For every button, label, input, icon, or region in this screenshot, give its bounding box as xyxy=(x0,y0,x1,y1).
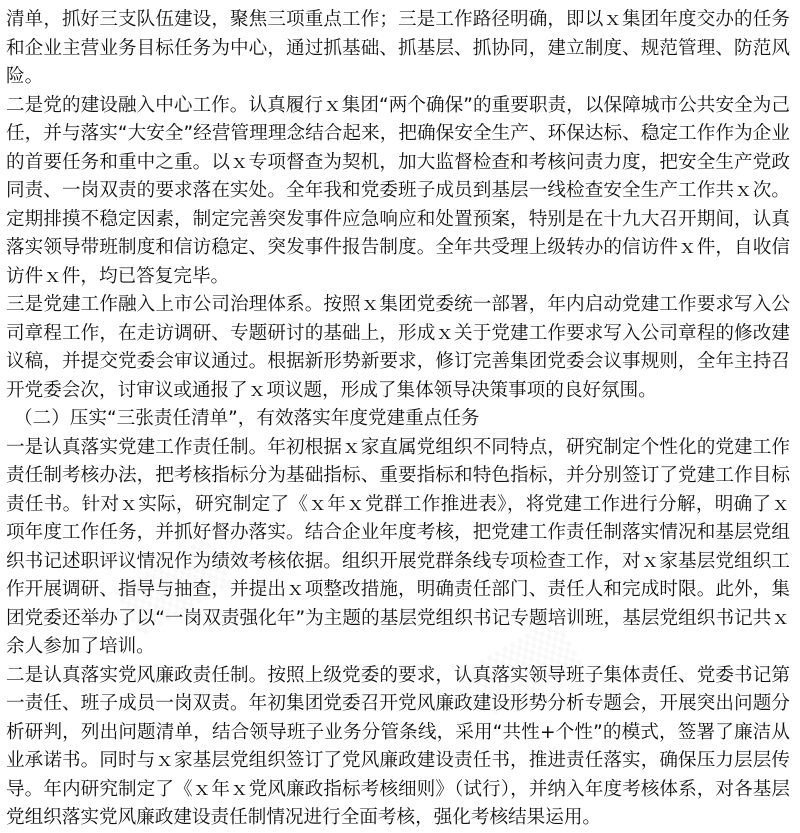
document-body xyxy=(6,6,790,833)
paragraph-party-responsibility: 一是认真落实党建工作责任制。年初根据ｘ家直属党组织不同特点，研究制定个性化的党建工作责任制考核办法，把考核指标分为基础指标、重要指标和特色指标，并分别签订了党建工作目标责任书。针对ｘ实际，研究制定了《ｘ年ｘ党群工作推进表》，将党建工作进行分解，明确了ｘ项年度工作任务，并抓好督办落实。结合企业年度考核，把党建工作责任制落实情况和基层党组织书记述职评议情况作为绩效考核依据。组织开展党群条线专项检查工作，对ｘ家基层党组织工作开展调研、指导与抽查，并提出ｘ项整改措施，明确责任部门、责任人和完成时限。此外，集团党委还举办了以“一岗双责强化年”为主题的基层党组织书记专题培训班，基层党组织书记共ｘ余人参加了培训。 xyxy=(6,436,790,657)
paragraph-corporate-governance: 三是党建工作融入上市公司治理体系。按照ｘ集团党委统一部署，年内启动党建工作要求写入公司章程工作，在走访调研、专题研讨的基础上，形成ｘ关于党建工作要求写入公司章程的修改建议稿，并提交党委会审议通过。根据新形势新要求，修订完善集团党委会议事规则，全年主持召开党委会次，讨审议或通报了ｘ项议题，形成了集体领导决策事项的良好氛围。 xyxy=(6,294,790,401)
paragraph-center-work: 二是党的建设融入中心工作。认真履行ｘ集团“两个确保”的重要职责，以保障城市公共安全为己任，并与落实“大安全”经营管理理念结合起来，把确保安全生产、环保达标、稳定工作作为企业的首要任务和重中之重。以ｘ专项督查为契机，加大监督检查和考核问责力度，把安全生产党政同责、一岗双责的要求落在实处。全年我和党委班子成员到基层一线检查安全生产工作共ｘ次。定期排摸不稳定因素，制定完善突发事件应急响应和处置预案，特别是在十九大召开期间，认真落实领导带班制度和信访稳定、突发事件报告制度。全年共受理上级转办的信访件ｘ件，自收信访件ｘ件，均已答复完毕。 xyxy=(6,94,790,287)
watermark-mark: ▒▒▒ xyxy=(463,617,583,717)
watermark-mark: ▒▒▒ xyxy=(113,537,233,637)
section-heading: （二）压实“三张责任清单”，有效落实年度党建重点任务 xyxy=(14,408,480,429)
paragraph-intro-continuation: 清单，抓好三支队伍建设，聚焦三项重点工作；三是工作路径明确，即以ｘ集团年度交办的任务和企业主营业务目标任务为中心，通过抓基础、抓基层、抓协同，建立制度、规范管理、防范风险。 xyxy=(6,9,790,87)
paragraph-integrity-responsibility: 二是认真落实党风廉政责任制。按照上级党委的要求，认真落实领导班子集体责任、党委书记第一责任、班子成员一岗双责。年初集团党委召开党风廉政建设形势分析专题会，开展突出问题分析研判，列出问题清单，结合领导班子业务分管条线，采用“共性+个性”的模式，签署了廉洁从业承诺书。同时与ｘ家基层党组织签订了党风廉政建设责任书，推进责任落实，确保压力层层传导。年内研究制定了《ｘ年ｘ党风廉政指标考核细则》（试行），并纳入年度考核体系，对各基层党组织落实党风廉政建设责任制情况进行全面考核，强化考核结果运用。 xyxy=(6,664,790,828)
